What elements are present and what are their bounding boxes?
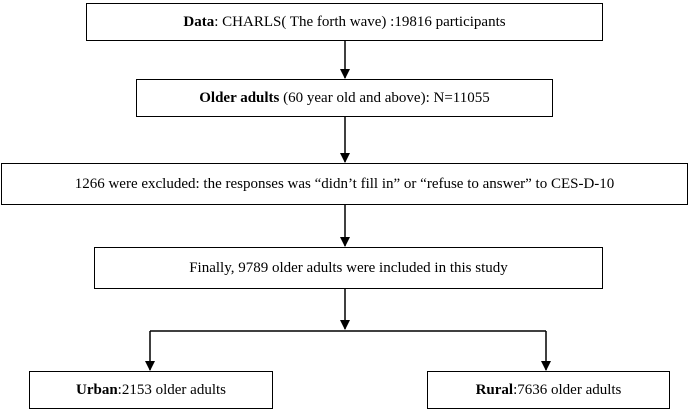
data-source-box bbox=[86, 3, 603, 41]
older-adults-label: Older adults bbox=[199, 89, 280, 106]
data-source-text: : CHARLS( The forth wave) :19816 participants bbox=[214, 13, 506, 30]
data-source-label: Data bbox=[183, 13, 215, 30]
final-sample-text: Finally, 9789 older adults were included in this study bbox=[189, 259, 508, 276]
urban-box bbox=[29, 371, 273, 409]
older-adults-text: (60 year old and above): N=11055 bbox=[279, 89, 490, 106]
final-sample-box bbox=[94, 247, 603, 289]
older-adults-box bbox=[136, 79, 553, 117]
rural-label: Rural bbox=[475, 381, 514, 398]
rural-box bbox=[427, 371, 670, 409]
urban-text: :2153 older adults bbox=[117, 381, 226, 398]
excluded-box bbox=[1, 163, 688, 205]
urban-label: Urban bbox=[75, 381, 118, 398]
rural-text: :7636 older adults bbox=[513, 381, 622, 398]
excluded-text: 1266 were excluded: the responses was “didn’t fill in” or “refuse to answer” to CES-D-10 bbox=[74, 175, 615, 192]
